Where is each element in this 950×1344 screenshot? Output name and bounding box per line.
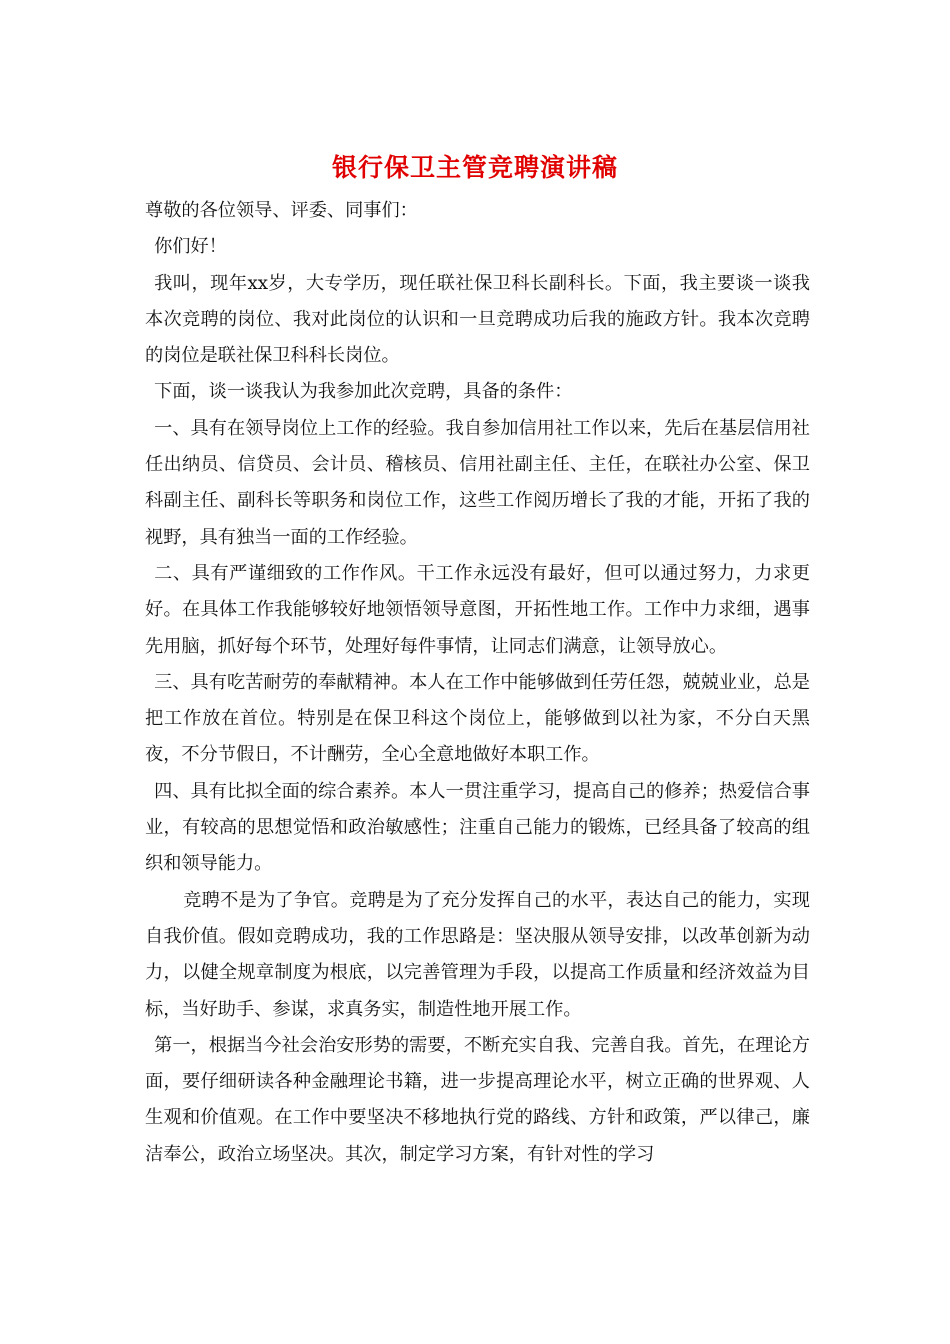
paragraph-first-point: 第一，根据当今社会治安形势的需要，不断充实自我、完善自我。首先，在理论方面，要仔细研读各种金融理论书籍，进一步提高理论水平，树立正确的世界观、人生观和价值观。在工作中要坚决不移地执行党的路线、方针和政策，严以律己，廉洁奉公，政治立场坚决。其次，制定学习方案，有针对性的学习 bbox=[145, 1034, 810, 1165]
greeting: 你们好！ bbox=[154, 236, 227, 258]
document-title: 银行保卫主管竞聘演讲稿 bbox=[331, 153, 618, 182]
paragraph-conditions-intro: 下面，谈一谈我认为我参加此次竞聘，具备的条件： bbox=[154, 381, 573, 403]
paragraph-condition-3: 三、具有吃苦耐劳的奉献精神。本人在工作中能够做到任劳任怨，兢兢业业，总是把工作放在首位。特别是在保卫科这个岗位上，能够做到以社为家，不分白天黑夜，不分节假日，不计酬劳，全心全意地做好本职工作。 bbox=[145, 671, 810, 766]
document-body bbox=[145, 193, 810, 1173]
salutation: 尊敬的各位领导、评委、同事们： bbox=[145, 200, 418, 221]
paragraph-condition-1: 一、具有在领导岗位上工作的经验。我自参加信用社工作以来，先后在基层信用社任出纳员、信贷员、会计员、稽核员、信用社副主任、主任，在联社办公室、保卫科副主任、副科长等职务和岗位工作，这些工作阅历增长了我的才能，开拓了我的视野，具有独当一面的工作经验。 bbox=[145, 417, 810, 548]
paragraph-introduction: 我叫，现年xx岁，大专学历，现任联社保卫科长副科长。下面，我主要谈一谈我本次竞聘的岗位、我对此岗位的认识和一旦竞聘成功后我的施政方针。我本次竞聘的岗位是联社保卫科科长岗位。 bbox=[145, 272, 810, 367]
paragraph-condition-2: 二、具有严谨细致的工作作风。干工作永远没有最好，但可以通过努力，力求更好。在具体工作我能够较好地领悟领导意图，开拓性地工作。工作中力求细，遇事先用脑，抓好每个环节，处理好每件事情，让同志们满意，让领导放心。 bbox=[145, 562, 810, 657]
paragraph-condition-4: 四、具有比拟全面的综合素养。本人一贯注重学习，提高自己的修养；热爱信合事业，有较高的思想觉悟和政治敏感性；注重自己能力的锻炼，已经具备了较高的组织和领导能力。 bbox=[145, 780, 810, 875]
paragraph-work-plan: 竞聘不是为了争官。竞聘是为了充分发挥自己的水平，表达自己的能力，实现自我价值。假如竞聘成功，我的工作思路是：坚决服从领导安排，以改革创新为动力，以健全规章制度为根底，以完善管理为手段，以提高工作质量和经济效益为目标，当好助手、参谋，求真务实，制造性地开展工作。 bbox=[145, 889, 810, 1020]
